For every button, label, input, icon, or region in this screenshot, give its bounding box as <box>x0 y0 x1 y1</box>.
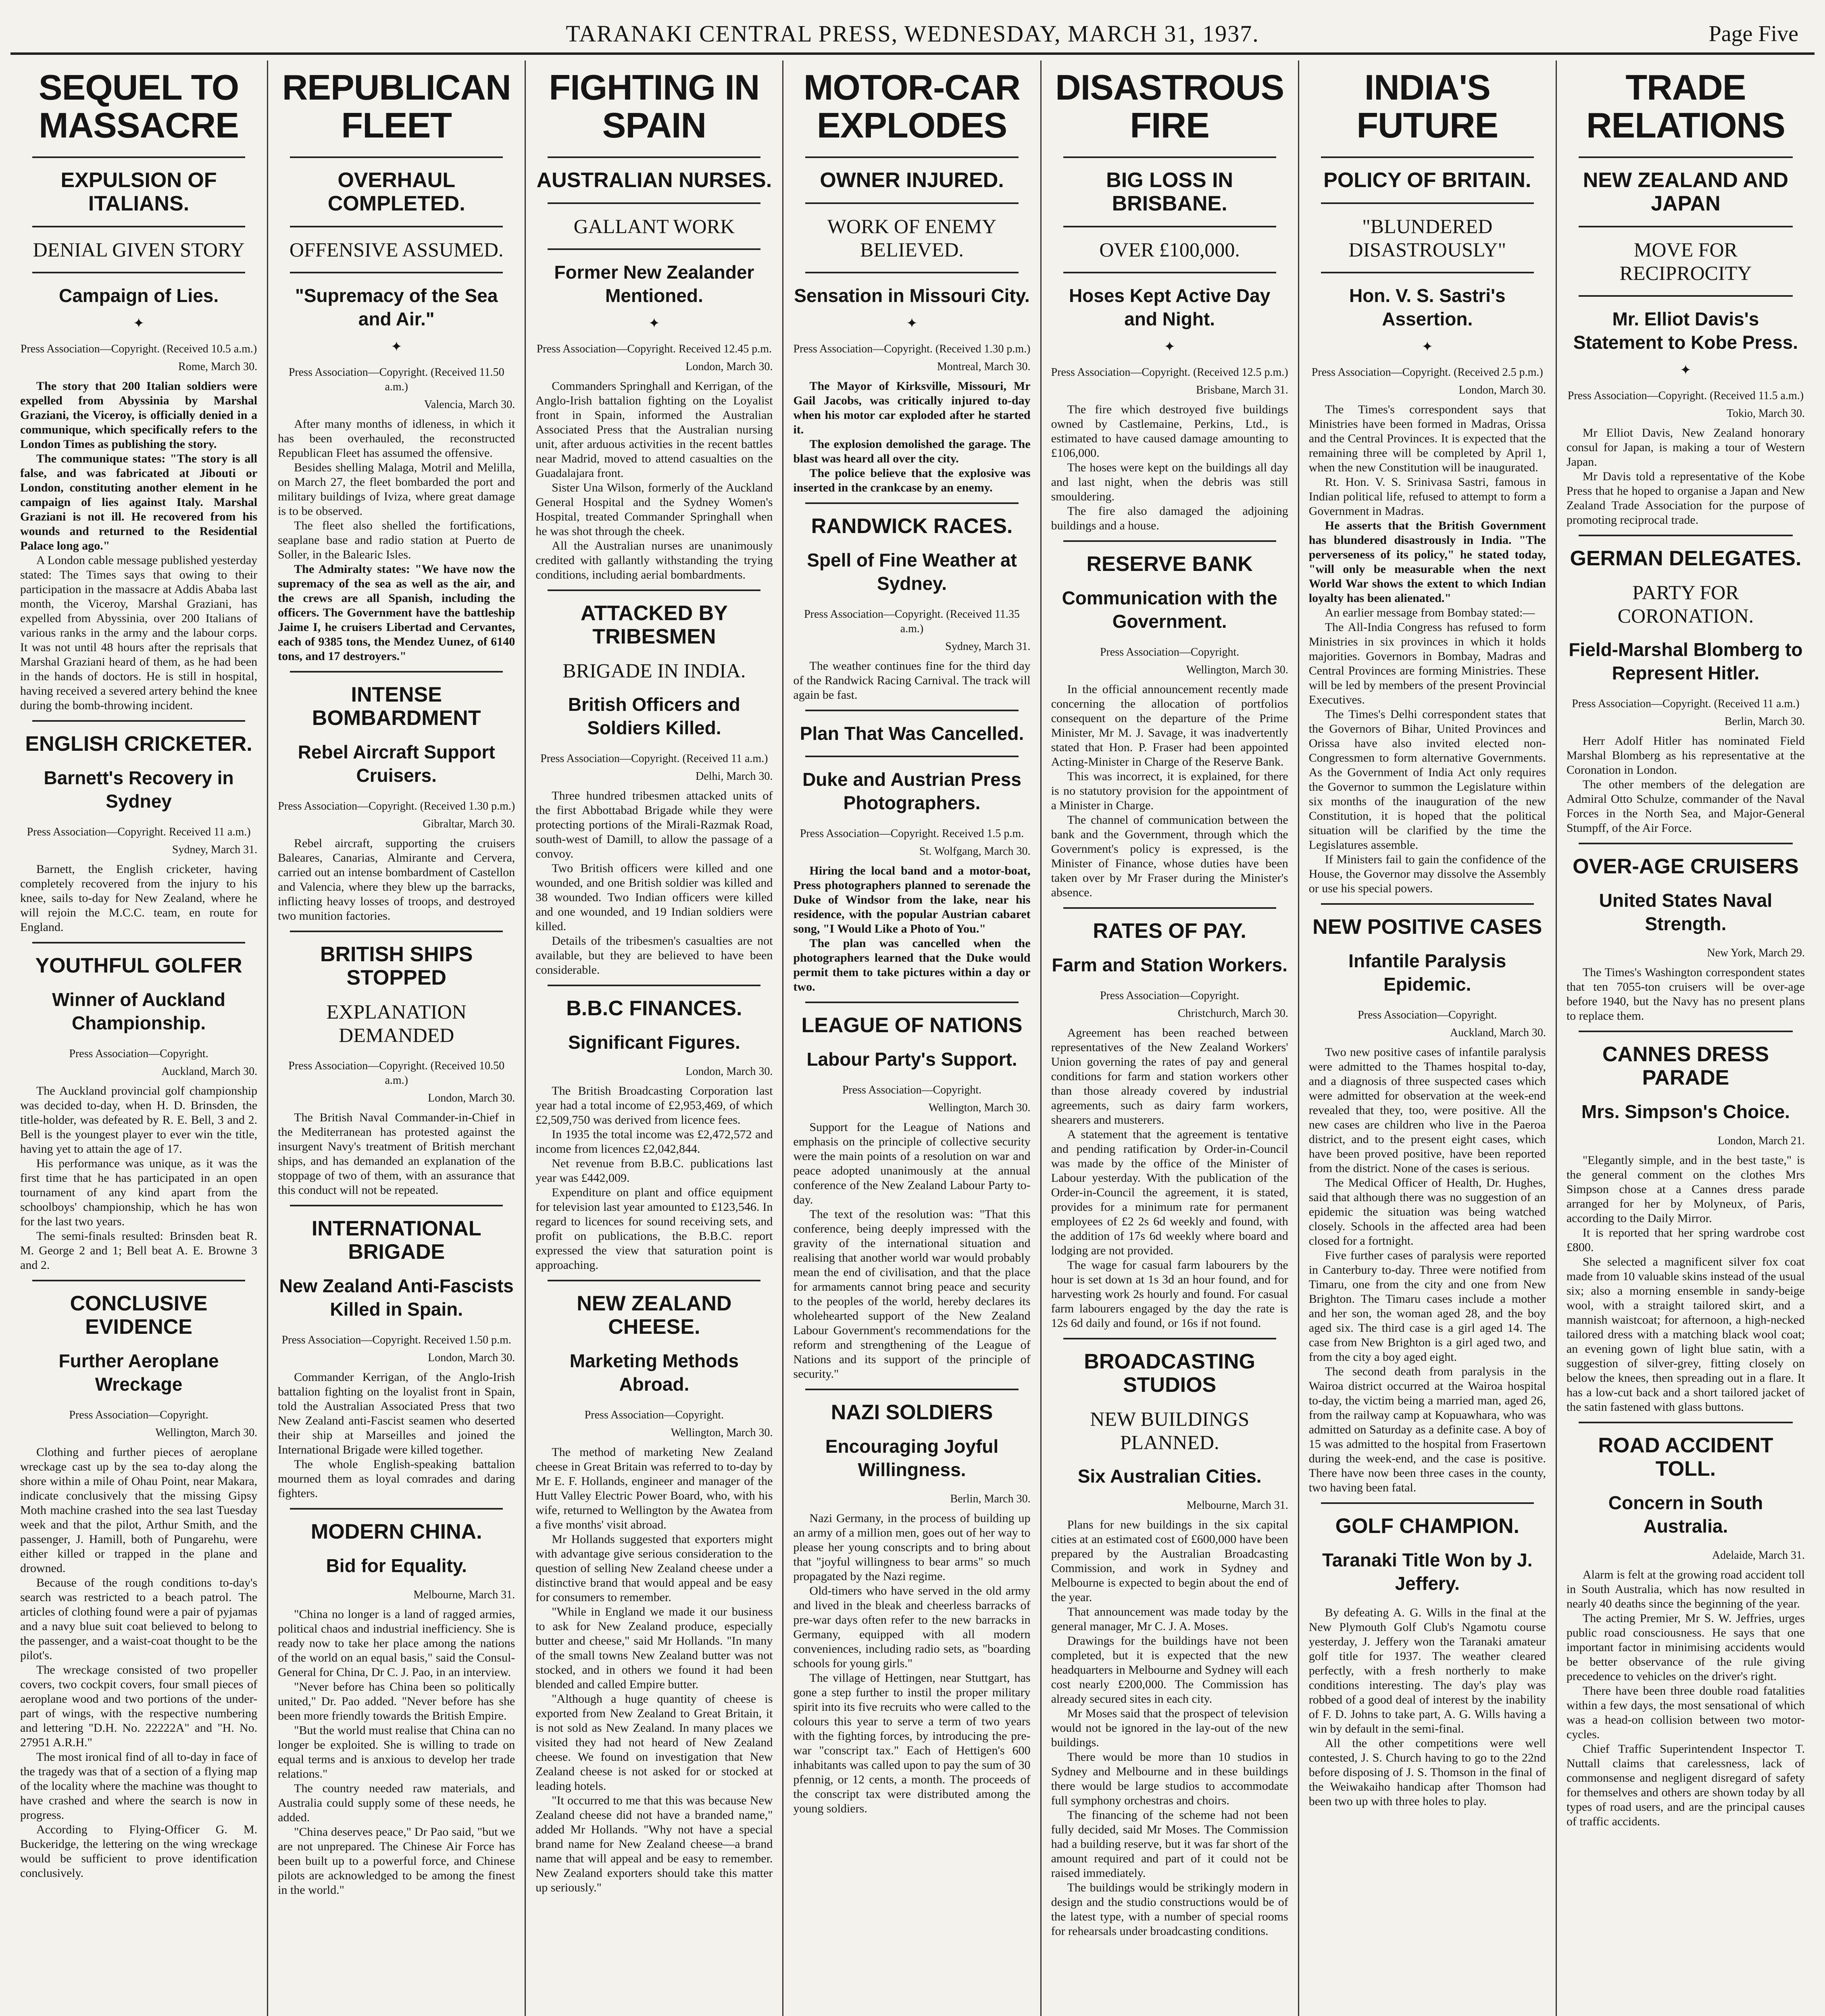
paragraph: The buildings would be strikingly modern in design and the studio constructions would be of the latest type, with a number of special rooms for rehearsals under broadcasting conditions. <box>1051 1881 1288 1938</box>
divider <box>548 248 760 250</box>
credit-line: Press Association—Copyright. (Received 11.50 a.m.) <box>288 366 504 393</box>
paragraph: Sister Una Wilson, formerly of the Auckland General Hospital and the Sydney Women's Hospital, treated Commander Springhall when he was shot through the cheek. <box>535 481 773 538</box>
divider <box>805 710 1018 711</box>
column-6 <box>1299 60 1557 2016</box>
paragraph: According to Flying-Officer G. M. Buckeridge, the lettering on the wing wreckage would be sufficient to prove identification conclusively. <box>20 1823 258 1880</box>
divider <box>32 156 245 158</box>
credit-line: Press Association—Copyright. (Received 11.5 a.m.) <box>1567 389 1804 402</box>
deck: Bid for Equality. <box>326 1555 467 1576</box>
paragraph: The wage for casual farm labourers by the hour is set down at 1s 3d an hour found, and for harvesting work 2s hourly and found. For casual farm labourers engaged by the day the rate is 12s 6d daily and found, or 16s if not found. <box>1051 1258 1288 1330</box>
star-divider: ✦ <box>133 316 145 331</box>
star-divider: ✦ <box>906 316 918 331</box>
divider <box>32 720 245 722</box>
paragraph: Mr Hollands suggested that exporters might with advantage give serious consideration to the question of selling New Zealand cheese under a distinctive brand that would appeal and be easy for consumers to remember. <box>535 1533 773 1604</box>
credit-line: Press Association—Copyright. <box>69 1048 208 1060</box>
deck: Barnett's Recovery in Sydney <box>44 767 234 812</box>
deck: NEW ZEALAND AND JAPAN <box>1583 169 1789 215</box>
paragraph: A statement that the agreement is tentative and pending ratification by Order-in-Council was made by the office of the Minister of Labour yesterday. With the publication of the Order-in-Council the agreement, it is stated, provides for a minimum rate for permanent employees of £2 2s 6d weekly and found, with the addition of 17s 6d weekly where board and lodging are not provided. <box>1051 1128 1288 1257</box>
paragraph: All the other competitions were well contested, J. S. Church having to go to the 22nd before disposing of J. S. Thomson in the final of the Weiwakaiho handicap after Thomson had been two up with three holes to play. <box>1308 1737 1546 1808</box>
paragraph: The plan was cancelled when the photographers learned that the Duke would permit them to take pictures within a day or two. <box>793 937 1031 993</box>
paragraph: Expenditure on plant and office equipment for television last year amounted to £123,546. In regard to licences for sound receiving sets, and profit on publications, the B.B.C. report expressed the view that saturation point is approaching. <box>535 1186 773 1272</box>
dateline: St. Wolfgang, March 30. <box>919 845 1031 858</box>
subhead: INTENSE BOMBARDMENT <box>312 683 481 730</box>
headline: SEQUEL TO MASSACRE <box>38 67 239 145</box>
paragraph: "Although a huge quantity of cheese is exported from New Zealand to Great Britain, it is not sold as New Zealand. In many places we visited they had not heard of New Zealand cheese. We found on investigation that New Zealand cheese is not asked for or stocked at leading hotels. <box>535 1692 773 1793</box>
deck: AUSTRALIAN NURSES. <box>536 169 772 192</box>
paragraph: Hiring the local band and a motor-boat, Press photographers planned to serenade the Duke of Windsor from the lake, near his residence, with the popular Austrian cabaret song, "I Would Like a Photo of You." <box>793 864 1031 935</box>
deck: "Supremacy of the Sea and Air." <box>295 285 498 329</box>
subhead: RATES OF PAY. <box>1093 919 1246 943</box>
deck: OVER £100,000. <box>1099 238 1240 261</box>
paragraph: The semi-finals resulted: Brinsden beat R. M. George 2 and 1; Bell beat A. E. Browne 3 and 2. <box>20 1229 258 1272</box>
paragraph: Besides shelling Malaga, Motril and Melilla, on March 27, the fleet bombarded the port and military buildings of Iviza, where great damage is to be observed. <box>278 461 515 518</box>
paragraph: Old-timers who have served in the old army and lived in the bleak and cheerless barracks of pre-war days often refer to the new barracks in Germany, equipped with all modern conveniences, including radio sets, as "boarding schools for young girls." <box>793 1584 1031 1670</box>
dateline: Wellington, March 30. <box>1186 664 1288 676</box>
credit-line: Press Association—Copyright. (Received 10.50 a.m.) <box>288 1060 505 1087</box>
subhead: NEW POSITIVE CASES <box>1312 915 1542 939</box>
paragraph: The village of Hettingen, near Stuttgart, has gone a step further to instil the proper military spirit into its five recruits who were called to the colours this year to serve a term of two years with the fighting forces, by introducing the pre-war "conscript tax." Each of Hettigen's 600 inhabitants was called upon to pay the sum of 30 pfennig, or 12 cents, a month. The proceeds of the conscript tax were distributed among the young soldiers. <box>793 1671 1031 1815</box>
subhead: ROAD ACCIDENT TOLL. <box>1598 1434 1773 1481</box>
paragraph: Mr Davis told a representative of the Kobe Press that he hoped to organise a Japan and New Zealand Trade Association for the purpose of promoting reciprocal trade. <box>1566 470 1805 527</box>
divider <box>805 1389 1018 1390</box>
credit-line: Press Association—Copyright. <box>842 1084 982 1096</box>
deck: Encouraging Joyful Willingness. <box>825 1436 999 1480</box>
paragraph: She selected a magnificent silver fox coat made from 10 valuable skins instead of the usual six; also a morning ensemble in sandy-beige wool, with a straight tailored skirt, and a mannish waistcoat; for afternoon, a high-necked tailored dress with a matching black wool coat; an evening gown of light blue satin, with a suggestion of silver-grey, fitting closely on below the knees, then spreading out in a flare. It has a low-cut back and a short tailored jacket of the satin fastened with glass buttons. <box>1566 1255 1805 1414</box>
paragraph: The acting Premier, Mr S. W. Jeffries, urges public road consciousness. He says that one important factor in minimising accidents would be better observance of the rule giving precedence to vehicles on the driver's right. <box>1566 1612 1805 1683</box>
divider <box>1063 540 1276 542</box>
dateline: London, March 30. <box>428 1092 515 1104</box>
subhead: OVER-AGE CRUISERS <box>1573 855 1799 878</box>
subhead: YOUTHFUL GOLFER <box>35 954 242 977</box>
credit-line: Press Association—Copyright. Received 1.50 p.m. <box>281 1334 511 1346</box>
credit-line: Press Association—Copyright. (Received 2.5 p.m.) <box>1311 366 1543 379</box>
paragraph: The fleet also shelled the fortifications, seaplane base and radio station at Puerto de Soller, in the Balearic Isles. <box>278 519 515 561</box>
paragraph: This was incorrect, it is explained, for there is no statutory provision for the appointment of a Minister in Charge. <box>1051 770 1288 812</box>
divider <box>805 1002 1018 1003</box>
paragraph: The channel of communication between the bank and the Government, through which the Government's policy is expressed, is the Minister of Finance, whose duties have been taken over by Mr Fraser during the Minister's absence. <box>1051 813 1288 899</box>
paragraph: "But the world must realise that China can no longer be exploited. She is willing to trade on equal terms and is anxious to develop her trade relations." <box>278 1724 515 1781</box>
paragraph: Three hundred tribesmen attacked units of the first Abbottabad Brigade while they were protecting portions of the Mirali-Razmak Road, south-west of Damill, to allow the passage of a convoy. <box>535 789 773 860</box>
divider <box>1579 535 1793 536</box>
column-4 <box>783 60 1041 2016</box>
paragraph: Two new positive cases of infantile paralysis were admitted to the Thames hospital to-day, and a diagnosis of three suspected cases which were admitted for observation at the week-end revealed that they, too, were positive. All the new cases are children who live in the Paeroa district, and to the present eight cases, which have been proved positive, have been reported from the district. None of the cases is serious. <box>1308 1045 1546 1175</box>
divider <box>1579 1031 1793 1032</box>
credit-line: Press Association—Copyright. (Received 10.5 a.m.) <box>20 343 257 355</box>
paragraph: Mr Elliot Davis, New Zealand honorary consul for Japan, is making a tour of Western Japan. <box>1566 426 1805 469</box>
dateline: Rome, March 30. <box>178 360 258 373</box>
paragraph: "China deserves peace," Dr Pao said, "but we are not unprepared. The Chinese Air Force has been built up to a powerful force, and Chinese pilots are acknowledged to be among the finest in the world." <box>278 1825 515 1897</box>
dateline: Wellington, March 30. <box>671 1427 773 1439</box>
paragraph: A London cable message published yesterday stated: The Times says that owing to their participation in the massacre at Addis Ababa last month, the Viceroy, Marshal Graziani, has expelled from Abyssinia, over 200 Italians of various ranks in the army and the labour corps. It was not until 48 hours after the reprisals that Marshal Graziani heard of them, as he had been in the hands of doctors. He is still in hospital, having received a severed artery behind the knee during the bomb-throwing incident. <box>20 554 258 712</box>
dateline: Auckland, March 30. <box>1450 1027 1546 1039</box>
credit-line: Press Association—Copyright. <box>69 1409 208 1421</box>
column-7 <box>1557 60 1815 2016</box>
credit-line: Press Association—Copyright. <box>1100 646 1240 658</box>
credit-line: Press Association—Copyright. (Received 12.5 p.m.) <box>1051 366 1288 379</box>
divider <box>32 272 245 273</box>
deck: United States Naval Strength. <box>1599 890 1773 934</box>
divider <box>290 1205 503 1206</box>
divider <box>290 1508 503 1510</box>
divider <box>290 272 503 273</box>
subhead: NEW ZEALAND CHEESE. <box>577 1292 732 1339</box>
paragraph: He asserts that the British Government has blundered disastrously in India. "The perverseness of its policy," he stated today, "will only be measurable when the next World War shows the extent to which Indian loyalty has been alienated." <box>1308 519 1546 605</box>
subhead: B.B.C FINANCES. <box>566 997 742 1020</box>
page-number: Page Five <box>1708 21 1798 46</box>
paragraph: That announcement was made today by the general manager, Mr C. J. A. Moses. <box>1051 1605 1288 1633</box>
deck: EXPULSION OF ITALIANS. <box>60 169 217 215</box>
paragraph: The Admiralty states: "We have now the supremacy of the sea as well as the air, and the crews are all Spanish, including the officers. The Government have the battleship Jaime I, he cruisers Libertad and Cervantes, each of 9385 tons, the Mendez Uunez, of 6140 tons, and 17 destroyers." <box>278 562 515 663</box>
divider <box>290 671 503 673</box>
star-divider: ✦ <box>648 316 660 331</box>
deck: Winner of Auckland Championship. <box>52 989 225 1033</box>
credit-line: Press Association—Copyright. Received 1.5 p.m. <box>800 827 1024 840</box>
paragraph: The Auckland provincial golf championship was decided to-day, when H. D. Brinsden, the title-holder, was defeated by R. E. Bell, 3 and 2. Bell is the youngest player to ever win the title, having yet to attain the age of 17. <box>20 1084 258 1156</box>
paragraph: "Elegantly simple, and in the best taste," is the general comment on the clothes Mrs Simpson chose at a Cannes dress parade arranged for her by Molyneux, of Paris, according to the Daily Mirror. <box>1566 1154 1805 1225</box>
dateline: London, March 30. <box>685 360 773 373</box>
column-1 <box>10 60 268 2016</box>
paragraph: By defeating A. G. Wills in the final at the New Plymouth Golf Club's Ngamotu course yesterday, J. Jeffery won the Taranaki amateur golf title for 1937. The weather cleared perfectly, with a fresh northerly to make conditions interesting. The day's play was robbed of a good deal of interest by the inability of F. D. Johns to take part, A. G. Wills having a win by default in the semi-final. <box>1308 1606 1546 1735</box>
paragraph: Barnett, the English cricketer, having completely recovered from the injury to his knee, sails to-day for New Zealand, where he will rejoin the M.C.C. team, en route for England. <box>20 862 258 934</box>
paragraph: In 1935 the total income was £2,472,572 and income from licences £2,042,844. <box>535 1128 773 1156</box>
paragraph: Rebel aircraft, supporting the cruisers Baleares, Canarias, Almirante and Cervera, carried out an intense bombardment of Castellon and Valencia, where they blew up the barracks, inflicting heavy losses of troops, and destroyed two munition factories. <box>278 837 515 923</box>
deck: Taranaki Title Won by J. Jeffery. <box>1322 1549 1533 1594</box>
deck: Field-Marshal Blomberg to Represent Hitler. <box>1569 639 1803 683</box>
divider <box>1321 1502 1534 1504</box>
headline: REPUBLICAN FLEET <box>282 67 511 145</box>
deck: Spell of Fine Weather at Sydney. <box>807 550 1017 594</box>
deck: Marketing Methods Abroad. <box>569 1350 739 1395</box>
headline: TRADE RELATIONS <box>1586 67 1785 145</box>
credit-line: Press Association—Copyright. (Received 1.30 p.m.) <box>793 343 1031 355</box>
subhead: INTERNATIONAL BRIGADE <box>311 1217 481 1264</box>
subhead: BRITISH SHIPS STOPPED <box>320 943 473 989</box>
subhead: GERMAN DELEGATES. <box>1570 547 1802 570</box>
paragraph: If Ministers fail to gain the confidence of the House, the Governor may dissolve the Assembly or use his special powers. <box>1308 853 1546 895</box>
divider <box>805 502 1018 504</box>
deck: Mr. Elliot Davis's Statement to Kobe Press. <box>1573 308 1798 353</box>
subhead: NAZI SOLDIERS <box>831 1401 993 1424</box>
divider <box>1579 156 1793 158</box>
divider <box>805 756 1018 757</box>
paragraph: Mr Moses said that the prospect of television would not be ignored in the lay-out of the new buildings. <box>1051 1707 1288 1749</box>
divider <box>548 156 760 158</box>
paragraph: The country needed raw materials, and Australia could supply some of these needs, he added. <box>278 1782 515 1824</box>
deck: Sensation in Missouri City. <box>794 285 1030 306</box>
paragraph: Five further cases of paralysis were reported in Canterbury to-day. Three were notified from Timaru, one from the city and one from New Brighton. The Timaru cases include a mother and her son, the woman aged 28, and the boy aged six. The third case is a girl aged 14. The case from New Brighton is a girl aged two, and from the city a boy aged eight. <box>1308 1249 1546 1364</box>
divider <box>32 1280 245 1281</box>
paragraph: The second death from paralysis in the Wairoa district occurred at the Wairoa hospital to-day, the victim being a married man, aged 26, from the railway camp at Kopuawhara, who was admitted on Saturday as a definite case. A boy of 15 was admitted to the hospital from Frasertown during the week-end, and the case is positive. There have now been three cases in the county, two having been fatal. <box>1308 1365 1546 1494</box>
credit-line: Press Association—Copyright. (Received 11 a.m.) <box>540 752 768 765</box>
deck: Further Aeroplane Wreckage <box>58 1350 219 1395</box>
paragraph: Support for the League of Nations and emphasis on the principle of collective security were the main points of a resolution on war and peace adopted unanimously at the annual conference of the New Zealand Labour Party to-day. <box>793 1120 1031 1206</box>
paragraph: The weather continues fine for the third day of the Randwick Racing Carnival. The track will again be fast. <box>793 659 1031 702</box>
headline: DISASTROUS FIRE <box>1055 67 1284 145</box>
dateline: Berlin, March 30. <box>950 1493 1031 1505</box>
credit-line: Press Association—Copyright. Received 12.45 p.m. <box>536 343 772 355</box>
dateline: New York, March 29. <box>1707 947 1805 959</box>
masthead <box>10 20 1815 55</box>
divider <box>805 272 1018 273</box>
paragraph: The method of marketing New Zealand cheese in Great Britain was referred to to-day by Mr E. F. Hollands, engineer and manager of the Hutt Valley Electric Power Board, who, with his wife, returned to Wellington by the Awatea from a five months' visit abroad. <box>535 1445 773 1531</box>
dateline: Wellington, March 30. <box>928 1102 1031 1114</box>
credit-line: Press Association—Copyright. <box>1358 1009 1497 1021</box>
subhead: ATTACKED BY TRIBESMEN <box>580 602 728 648</box>
paragraph: "It occurred to me that this was because New Zealand cheese did not have a branded name," added Mr Hollands. "Why not have a special brand name for New Zealand cheese—a brand name that will appeal and be easy to remember. New Zealand exporters should take this matter up seriously." <box>535 1794 773 1894</box>
dateline: Adelaide, March 31. <box>1712 1549 1805 1562</box>
paragraph: Details of the tribesmen's casualties are not available, but they are believed to have been considerable. <box>535 934 773 977</box>
subhead: CONCLUSIVE EVIDENCE <box>70 1292 208 1339</box>
paragraph: The most ironical find of all to-day in face of the tragedy was that of a section of a flying map of the locality where the machine was thought to have crashed and where the search is now in progress. <box>20 1750 258 1822</box>
deck: DENIAL GIVEN STORY <box>33 238 245 261</box>
paragraph: The Mayor of Kirksville, Missouri, Mr Gail Jacobs, was critically injured to-day when his motor car exploded after he started it. <box>793 379 1031 436</box>
subhead: BROADCASTING STUDIOS <box>1084 1350 1255 1397</box>
divider <box>290 156 503 158</box>
paragraph: The text of the resolution was: "That this conference, being deeply impressed with the gravity of the international situation and realising that another world war would probably mean the end of civilisation, and that the place for armaments cannot bring peace and security to the peoples of the world, hereby declares its wholehearted support of the New Zealand Labour Government's recommendations for the reform and strengthening of the League of Nations and its support of the principle of security." <box>793 1208 1031 1381</box>
paragraph: The whole English-speaking battalion mourned them as loyal comrades and daring fighters. <box>278 1458 515 1500</box>
article-body <box>20 379 257 713</box>
divider <box>1321 202 1534 204</box>
divider <box>1579 843 1793 844</box>
paragraph: There would be more than 10 studios in Sydney and Melbourne and in these buildings there would be large studios to accommodate full symphony orchestras and choirs. <box>1051 1750 1288 1807</box>
subhead: LEAGUE OF NATIONS <box>801 1014 1023 1037</box>
paragraph: Nazi Germany, in the process of building up an army of a million men, goes out of her way to please her young conscripts and to bring about that "joyful willingness to bear arms" so much propagated by the Nazi regime. <box>793 1512 1031 1583</box>
dateline: Melbourne, March 31. <box>1186 1499 1288 1512</box>
dateline: Sydney, March 31. <box>172 843 258 856</box>
star-divider: ✦ <box>1421 339 1433 354</box>
deck: EXPLANATION DEMANDED <box>326 1000 467 1046</box>
divider <box>32 942 245 943</box>
dateline: Delhi, March 30. <box>696 770 773 783</box>
paragraph: Because of the rough conditions to-day's search was restricted to a beach patrol. The articles of clothing found were a pair of pyjamas and a navy blue suit coat believed to belong to the passenger, and a waist-coat thought to be the pilot's. <box>20 1576 258 1662</box>
credit-line: Press Association—Copyright. (Received 1.30 p.m.) <box>278 800 515 812</box>
deck: Infantile Paralysis Epidemic. <box>1348 950 1506 995</box>
dateline: Sydney, March 31. <box>945 640 1031 653</box>
deck: MOVE FOR RECIPROCITY <box>1619 238 1752 284</box>
divider <box>1321 903 1534 905</box>
paragraph: Chief Traffic Superintendent Inspector T. Nuttall claims that carelessness, lack of commonsense and negligent disregard of safety for themselves and others are shown today by all types of road users, and are the principal causes of traffic accidents. <box>1566 1742 1805 1828</box>
paragraph: The story that 200 Italian soldiers were expelled from Abyssinia by Marshal Graziani, the Viceroy, is officially denied in a communique, which specifically refers to the London Times as publishing the story. <box>20 379 258 451</box>
dateline: Auckland, March 30. <box>161 1065 258 1078</box>
paragraph: "While in England we made it our business to ask for New Zealand produce, especially butter and cheese," said Mr Hollands. "In many of the small towns New Zealand butter was not stocked, and in others we found it had been blended and called Empire butter. <box>535 1605 773 1691</box>
dateline: Gibraltar, March 30. <box>423 818 515 830</box>
paragraph: The fire also damaged the adjoining buildings and a house. <box>1051 504 1288 532</box>
deck: Duke and Austrian Press Photographers. <box>802 769 1021 813</box>
deck: Labour Party's Support. <box>806 1049 1017 1070</box>
subhead: MODERN CHINA. <box>310 1520 482 1543</box>
dateline: Wellington, March 30. <box>155 1427 258 1439</box>
deck: Significant Figures. <box>568 1032 740 1053</box>
deck: WORK OF ENEMY BELIEVED. <box>827 215 997 261</box>
deck: OWNER INJURED. <box>820 169 1004 192</box>
paragraph: Plans for new buildings in the six capital cities at an estimated cost of £600,000 have been prepared by the Australian Broadcasting Commission, and work in Sydney and Melbourne is expected to begin about the end of the year. <box>1051 1518 1288 1604</box>
paragraph: An earlier message from Bombay stated:— <box>1325 606 1535 619</box>
paragraph: There have been three double road fatalities within a few days, the most sensational of which was a head-on collision between two motor-cycles. <box>1566 1684 1805 1741</box>
divider <box>1321 272 1534 273</box>
paragraph: Two British officers were killed and one wounded, and one British soldier was killed and 38 wounded. Two Indian officers were killed and one wounded, and 19 Indian soldiers were killed. <box>535 862 773 933</box>
paragraph: In the official announcement recently made concerning the allocation of portfolios consequent on the departure of the Prime Minister, Mr M. J. Savage, it was inadvertently stated that Hon. P. Fraser had been appointed Acting-Minister in Charge of the Reserve Bank. <box>1051 683 1288 768</box>
divider <box>32 226 245 227</box>
divider <box>1579 226 1793 227</box>
paragraph: "Never before has China been so politically united," Dr. Pao added. "Never before has she been more friendly towards the British Empire. <box>278 1680 515 1722</box>
credit-line: Press Association—Copyright. (Received 11 a.m.) <box>1572 698 1800 710</box>
deck: Rebel Aircraft Support Cruisers. <box>298 741 495 786</box>
columns <box>10 60 1815 2016</box>
divider <box>290 226 503 227</box>
deck: Hoses Kept Active Day and Night. <box>1069 285 1271 329</box>
deck: "BLUNDERED DISASTROUSLY" <box>1348 215 1506 261</box>
deck: PARTY FOR CORONATION. <box>1617 581 1754 627</box>
deck: Hon. V. S. Sastri's Assertion. <box>1349 285 1506 329</box>
deck: GALLANT WORK <box>573 215 735 237</box>
paragraph: Alarm is felt at the growing road accident toll in South Australia, which has now resulted in nearly 40 deaths since the beginning of the year. <box>1566 1568 1805 1610</box>
dateline: London, March 30. <box>1458 384 1546 396</box>
divider <box>805 156 1018 158</box>
credit-line: Press Association—Copyright. <box>1100 989 1240 1002</box>
paragraph: Herr Adolf Hitler has nominated Field Marshal Blomberg as his representative at the Coronation in London. <box>1566 734 1805 777</box>
divider <box>1321 156 1534 158</box>
paragraph: Rt. Hon. V. S. Srinivasa Sastri, famous in Indian political life, refused to attempt to form a Government in Madras. <box>1308 475 1546 518</box>
dateline: London, March 30. <box>685 1065 773 1078</box>
divider <box>1063 907 1276 909</box>
paragraph: Drawings for the buildings have not been completed, but it is expected that the new headquarters in Melbourne and Sydney will each cost nearly £200,000. The Commission has already secured sites in each city. <box>1051 1634 1288 1706</box>
paragraph: The hoses were kept on the buildings all day and last night, when the debris was still smouldering. <box>1051 461 1288 503</box>
deck: Farm and Station Workers. <box>1052 954 1288 975</box>
star-divider: ✦ <box>1164 339 1175 354</box>
deck: BRIGADE IN INDIA. <box>562 659 746 682</box>
divider <box>548 1280 760 1281</box>
column-5 <box>1042 60 1299 2016</box>
star-divider: ✦ <box>390 339 402 354</box>
headline: MOTOR-CAR EXPLODES <box>804 67 1020 145</box>
dateline: Valencia, March 30. <box>424 398 515 411</box>
dateline: Montreal, March 30. <box>937 360 1031 373</box>
deck: OVERHAUL COMPLETED. <box>327 169 465 215</box>
divider <box>805 202 1018 204</box>
deck: Communication with the Government. <box>1062 587 1277 632</box>
paragraph: The communique states: "The story is all false, and was fabricated at Jibouti or London, constituting another element in he campaign of lies against Italy. Marshal Graziani is not ill. He recovered from his wounds and returned to the Residential Palace long ago." <box>20 452 258 552</box>
paragraph: After many months of idleness, in which it has been overhauled, the reconstructed Republican Fleet has assumed the offensive. <box>278 417 515 460</box>
paragraph: Agreement has been reached between representatives of the New Zealand Workers' Union governing the rates of pay and general conditions for farm and station workers other than those already covered by industrial agreements, such as dairy farm workers, shearers and musterers. <box>1051 1026 1288 1127</box>
credit-line: Press Association—Copyright. (Received 11.35 a.m.) <box>804 608 1020 635</box>
paragraph: The fire which destroyed five buildings owned by Castlemaine, Perkins, Ltd., is estimated to have caused damage amounting to £106,000. <box>1051 403 1288 460</box>
paragraph: The British Broadcasting Corporation last year had a total income of £2,953,469, of which £2,509,750 was derived from licence fees. <box>535 1084 773 1127</box>
paragraph: The All-India Congress has refused to form Ministries in six provinces in which it holds majorities. Governors in Bombay, Madras and Central Provinces are forming Ministries. These will be led by members of the present Provincial Executives. <box>1308 621 1546 706</box>
paragraph: Net revenue from B.B.C. publications last year was £442,009. <box>535 1157 773 1185</box>
paragraph: The Medical Officer of Health, Dr. Hughes, said that although there was no suggestion of an epidemic the situation was being watched closely. Schools in the affected area had been closed for a fortnight. <box>1308 1176 1546 1248</box>
deck: Six Australian Cities. <box>1077 1466 1262 1487</box>
dateline: Tokio, March 30. <box>1726 407 1805 420</box>
headline: FIGHTING IN SPAIN <box>549 67 760 145</box>
dateline: Christchurch, March 30. <box>1177 1007 1288 1020</box>
paragraph: The other members of the delegation are Admiral Otto Schulze, commander of the Naval Forces in the North Sea, and Major-General Stumpff, of the Air Force. <box>1566 778 1805 835</box>
column-2 <box>268 60 526 2016</box>
paragraph: The wreckage consisted of two propeller covers, two cockpit covers, four small pieces of aeroplane wood and two portions of the under-part of wings, with the respective numbering and lettering "D.H. No. 22222A" and "H. No. 27951 A.R.H." <box>20 1663 258 1749</box>
paragraph: The explosion demolished the garage. The blast was heard all over the city. <box>793 437 1031 465</box>
headline: INDIA'S FUTURE <box>1356 67 1498 145</box>
deck: British Officers and Soldiers Killed. <box>568 694 740 738</box>
paragraph: "China no longer is a land of ragged armies, political chaos and industrial inefficiency. She is ready now to take her place among the nations of the world on an equal basis," said the Consul-General for China, Dr C. J. Pao, in an interview. <box>278 1608 515 1679</box>
deck: POLICY OF BRITAIN. <box>1323 169 1531 192</box>
subhead: RESERVE BANK <box>1086 552 1253 576</box>
star-divider: ✦ <box>1680 363 1692 378</box>
subhead: CANNES DRESS PARADE <box>1602 1043 1769 1089</box>
divider <box>290 931 503 932</box>
divider <box>1063 1338 1276 1339</box>
subhead: Plan That Was Cancelled. <box>800 723 1024 744</box>
paragraph: All the Australian nurses are unanimously credited with gallantly withstanding the trying conditions, including aerial bombardments. <box>535 539 773 581</box>
deck: Former New Zealander Mentioned. <box>554 262 754 306</box>
divider <box>1579 1422 1793 1423</box>
divider <box>1063 272 1276 273</box>
deck: BIG LOSS IN BRISBANE. <box>1106 169 1233 215</box>
deck: Concern in South Australia. <box>1608 1492 1763 1537</box>
paragraph: The British Naval Commander-in-Chief in the Mediterranean has protested against the insurgent Navy's treatment of British merchant ships, and has demanded an explanation of the stoppage of two of them, with an assurance that this conduct will not be repeated. <box>278 1111 515 1197</box>
subhead: RANDWICK RACES. <box>811 514 1013 538</box>
column-3 <box>526 60 783 2016</box>
divider <box>548 202 760 204</box>
deck: Campaign of Lies. <box>58 285 219 306</box>
paragraph: Commanders Springhall and Kerrigan, of the Anglo-Irish battalion fighting on the Loyalist front in Spain, informed the Australian Associated Press that the Australian nursing unit, after arduous activities in the recent battles near Madrid, moved to attend casualties on the Guadalajara front. <box>535 379 773 480</box>
deck: NEW BUILDINGS PLANNED. <box>1090 1408 1250 1454</box>
paragraph: His performance was unique, as it was the first time that he has participated in an open tournament of any kind apart from the schoolboys' championship, which he has won for the last two years. <box>20 1157 258 1228</box>
deck: Mrs. Simpson's Choice. <box>1581 1101 1790 1122</box>
dateline: London, March 30. <box>428 1352 515 1364</box>
paragraph: It is reported that her spring wardrobe cost £800. <box>1566 1226 1805 1254</box>
paragraph: Commander Kerrigan, of the Anglo-Irish battalion fighting on the loyalist front in Spain, told the Australian Associated Press that two New Zealand anti-Fascist seamen who deserted their ship at Marseilles and joined the International Brigade were killed together. <box>278 1370 515 1456</box>
paragraph: Clothing and further pieces of aeroplane wreckage cast up by the sea to-day along the shore within a mile of Ohau Point, near Makara, indicate conclusively that the missing Gipsy Moth machine crashed into the sea last Tuesday week and that the pilot, Arthur Smith, and the passenger, J. Hamill, both of Pungarehu, were either killed or trapped in the plane and drowned. <box>20 1445 258 1575</box>
divider <box>548 985 760 986</box>
divider <box>548 589 760 591</box>
dateline: Brisbane, March 31. <box>1196 384 1288 396</box>
dateline: London, March 21. <box>1717 1135 1805 1147</box>
divider <box>1579 295 1793 297</box>
paragraph: The police believe that the explosive was inserted in the crankcase by an enemy. <box>793 467 1031 494</box>
subhead: ENGLISH CRICKETER. <box>25 732 252 756</box>
deck: OFFENSIVE ASSUMED. <box>289 238 504 261</box>
paragraph: The Times's Delhi correspondent states that the Governors of Bihar, United Provinces and Orissa have also invited elected non-Congressmen to form alternative Governments. As the Government of India Act only requires the Governor to summon the Legislature within six months of the inauguration of the new Constitution, it is hoped that the political situation will be clarified by the time the Legislatures assemble. <box>1308 708 1546 852</box>
dateline: Berlin, March 30. <box>1724 715 1805 728</box>
deck: New Zealand Anti-Fascists Killed in Spain. <box>279 1275 514 1320</box>
subhead: GOLF CHAMPION. <box>1335 1514 1519 1538</box>
dateline: Melbourne, March 31. <box>413 1589 515 1601</box>
paragraph: The Times's correspondent says that Ministries have been formed in Madras, Orissa and the Central Provinces. It is expected that the remaining three will be completed by April 1, when the new Constitution will be inaugurated. <box>1308 403 1546 474</box>
credit-line: Press Association—Copyright. <box>584 1409 724 1421</box>
divider <box>1063 156 1276 158</box>
credit-line: Press Association—Copyright. Received 11 a.m.) <box>27 826 251 838</box>
paragraph: The Times's Washington correspondent states that ten 7055-ton cruisers will be over-age before 1940, but the Navy has no present plans to replace them. <box>1566 966 1805 1023</box>
paragraph: The financing of the scheme had not been fully decided, said Mr Moses. The Commission had a building reserve, but it was far short of the amount required and part of it could not be raised immediately. <box>1051 1808 1288 1880</box>
masthead-title: TARANAKI CENTRAL PRESS, WEDNESDAY, MARCH 31, 1937. <box>566 21 1259 47</box>
divider <box>1063 226 1276 227</box>
